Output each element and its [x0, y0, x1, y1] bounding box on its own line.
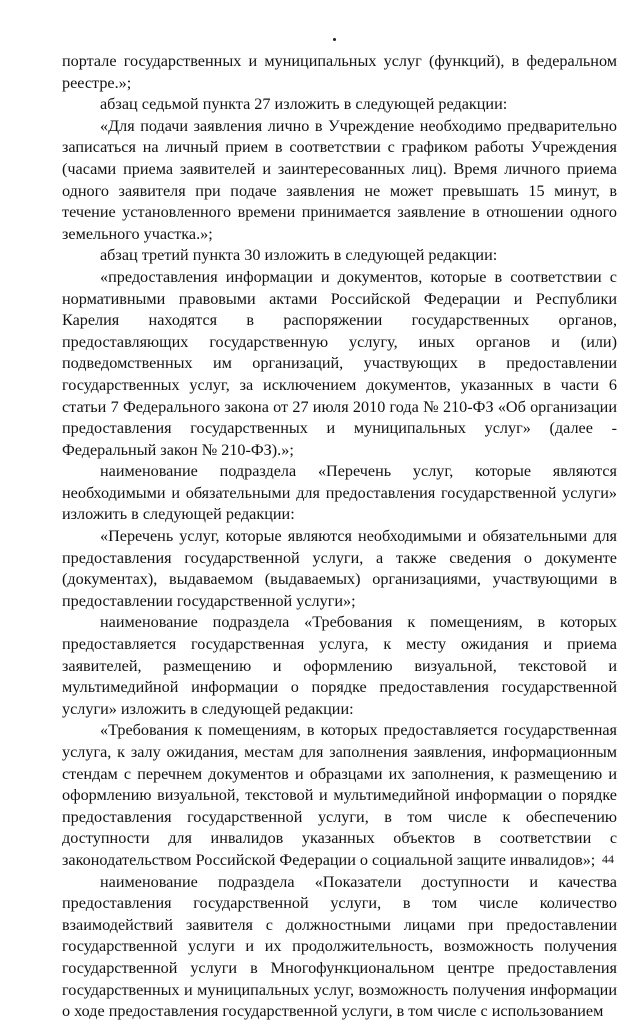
- paragraph: наименование подраздела «Требования к помещениям, в которых предоставляется государственная услуга, к месту ожидания и приема заявителей, размещению и оформлению визуальной, текстовой и мультимедийной информации о порядке предоставления государственной услуги» изложить в следующей редакции:: [62, 613, 617, 718]
- paragraph: «Для подачи заявления лично в Учреждение необходимо предварительно записаться на личный прием в соответствии с графиком работы Учреждения (часами приема заявителей и заинтересованных лиц). Время личного приема одного заявителя при подаче заявления не может превышать 15 минут, в течение установленного времени принимается заявление в отношении одного земельного участка.»;: [62, 116, 617, 243]
- paragraph: наименование подраздела «Показатели доступности и качества предоставления государственной услуги, в том числе количество взаимодействий заявителя с должностными лицами при предоставлении государственной услуги и их продолжительность, возможность получения государственной услуги в Многофункциональном центре предоставления государственных и муниципальных услуг, возможность получения информации о ходе предоставления государственной услуги, в том числе с использованием: [62, 872, 617, 1021]
- paragraph: наименование подраздела «Перечень услуг, которые являются необходимыми и обязательными для предоставления государственной услуги» изложить в следующей редакции:: [62, 462, 617, 524]
- paragraph: абзац третий пункта 30 изложить в следующей редакции:: [100, 246, 498, 265]
- paragraph: «предоставления информации и документов, которые в соответствии с нормативными правовыми актами Российской Федерации и Республики Карелия находятся в распоряжении государственных органов, предоставляющих государственную услугу, иных органов и (или) подведомственных им организаций, участвующих в предоставлении государственных услуг, за исключением документов, указанных в части 6 статьи 7 Федерального закона от 27 июля 2010 года № 210-ФЗ «Об организации предоставления государственных и муниципальных услуг» (далее - Федеральный закон № 210-ФЗ).»;: [62, 267, 617, 459]
- paragraph: порталe государственных и муниципальных услуг (функций), в федеральном реестре.»;: [62, 52, 617, 92]
- scan-speck: [333, 38, 336, 41]
- paragraph: абзац седьмой пункта 27 изложить в следующей редакции:: [100, 95, 508, 114]
- page-number: 44: [602, 852, 614, 866]
- paragraph: «Перечень услуг, которые являются необходимыми и обязательными для предоставления государственной услуги, а также сведения о документе (документах), выдаваемом (выдаваемых) организациями, участвующими в предоставлении государственной услуги»;: [62, 527, 617, 610]
- body-text: [62, 51, 617, 1023]
- paragraph: «Требования к помещениям, в которых предоставляется государственная услуга, к залу ожидания, местам для заполнения заявления, информационным стендам с перечнем документов и образцами их заполнения, к размещению и оформлению визуальной, текстовой и мультимедийной информации о порядке предоставления государственной услуги, в том числе к обеспечению доступности для инвалидов указанных объектов в соответствии с законодательством Российской Федерации о социальной защите инвалидов»;: [62, 721, 617, 869]
